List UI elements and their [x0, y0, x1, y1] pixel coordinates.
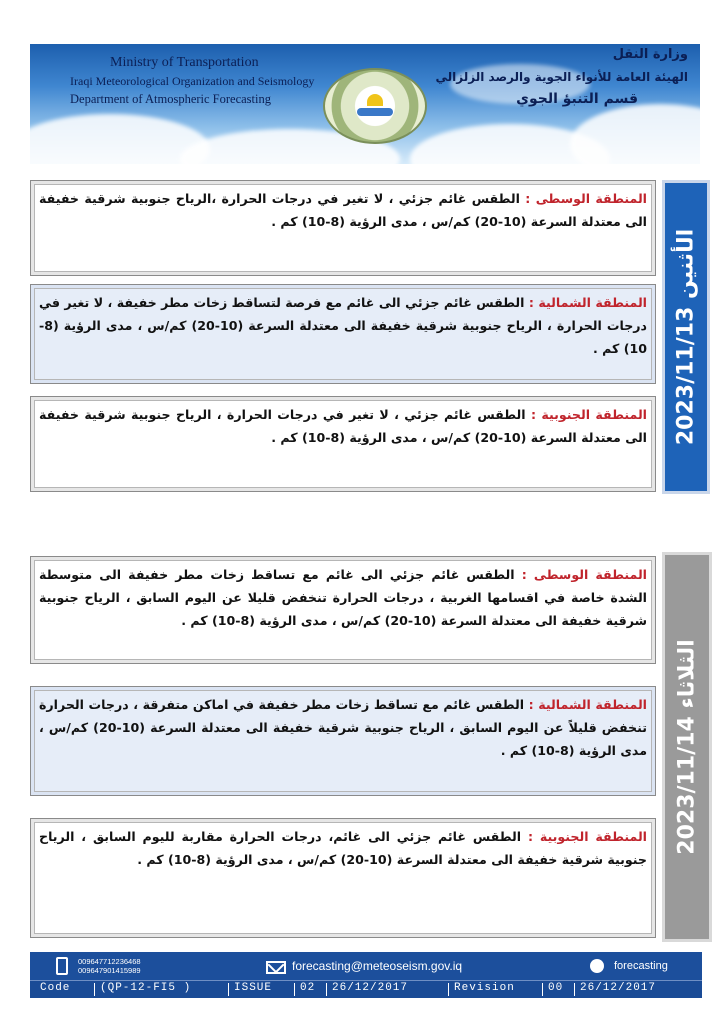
region-label: المنطقة الوسطى : — [525, 191, 647, 206]
phone-icon — [56, 957, 68, 975]
forecast-body: الطقس غائم مع تساقط زخات مطر خفيفة في اماكن متفرقة ، درجات الحرارة تنخفض قليلاً عن اليوم السابق ، الرياح جنوبية شرقية خفيفة الى معتدلة السرعة (10-20) كم/س ، مدى الرؤية (8-10) كم . — [39, 697, 647, 758]
date-bar-day1 — [662, 180, 710, 494]
issue-date: 26/12/2017 — [332, 982, 409, 994]
forecast-box-day1-central — [30, 180, 656, 276]
forecast-text — [39, 291, 647, 360]
issue-label: ISSUE — [234, 982, 273, 994]
skype-icon: S — [590, 959, 604, 973]
forecast-box-day2-central — [30, 556, 656, 664]
forecast-box-day2-north — [30, 686, 656, 796]
region-label: المنطقة الجنوبية : — [530, 407, 647, 422]
region-label: المنطقة الشمالية : — [528, 697, 647, 712]
header-english-text — [70, 54, 315, 108]
forecast-box-day1-south — [30, 396, 656, 492]
phone-numbers — [78, 957, 141, 975]
forecast-body: الطقس غائم جزئي الى غائم، درجات الحرارة مقاربة لليوم السابق ، الرياح جنوبية شرقية خفيفة الى معتدلة السرعة (10-20) كم/س ، مدى الرؤية (8-10) كم . — [39, 829, 647, 867]
forecast-body: الطقس غائم جزئي الى غائم مع فرصة لتساقط زخات مطر خفيفة ، لا تغير في درجات الحرارة ، الرياح جنوبية شرقية خفيفة الى معتدلة السرعة (10-20) كم/س ، مدى الرؤية (8-10) كم . — [39, 295, 647, 356]
forecast-text — [39, 403, 647, 449]
email-link[interactable]: forecasting@meteoseism.gov.iq — [292, 959, 463, 973]
region-label: المنطقة الشمالية : — [528, 295, 647, 310]
forecast-box-day2-south — [30, 818, 656, 938]
header-arabic-text — [435, 44, 688, 110]
revision-value: 00 — [548, 982, 564, 994]
organization-logo-icon — [323, 68, 427, 144]
revision-label: Revision — [454, 982, 515, 994]
forecast-body: الطقس غائم جزئي ، لا تغير في درجات الحرارة ،الرياح جنوبية شرقية خفيفة الى معتدلة السرعة (10-20) كم/س ، مدى الرؤية (8-10) كم . — [39, 191, 647, 229]
forecast-box-day1-north — [30, 284, 656, 384]
forecast-text — [39, 693, 647, 762]
region-label: المنطقة الوسطى : — [521, 567, 647, 582]
issue-value: 02 — [300, 982, 316, 994]
forecast-text — [39, 187, 647, 233]
phone-1: 009647712236468 — [78, 957, 141, 966]
date-label-day2: الثلاثاء 2023/11/14 — [674, 639, 700, 855]
date-bar-day2 — [662, 552, 712, 942]
department-ar: قسم التنبؤ الجوي — [516, 91, 638, 107]
ministry-en: Ministry of Transportation — [110, 55, 259, 70]
department-en: Department of Atmospheric Forecasting — [70, 92, 271, 106]
forecast-text — [39, 563, 647, 632]
organization-en: Iraqi Meteorological Organization and Seismology — [70, 74, 315, 88]
code-value: (QP-12-FI5 ) — [100, 982, 192, 994]
ministry-ar: وزارة النقل — [612, 47, 688, 62]
mail-icon — [266, 961, 286, 974]
footer-document-code-bar — [30, 980, 702, 998]
code-label: Code — [40, 982, 71, 994]
header-banner — [30, 44, 700, 164]
forecast-body: الطقس غائم جزئي ، لا تغير في درجات الحرارة ، الرياح جنوبية شرقية خفيفة الى معتدلة السرعة (10-20) كم/س ، مدى الرؤية (8-10) كم . — [39, 407, 647, 445]
date-label-day1: الأثنين 2023/11/13 — [673, 228, 699, 446]
forecast-text — [39, 825, 647, 871]
region-label: المنطقة الجنوبية : — [527, 829, 648, 844]
organization-ar: الهيئة العامة للأنواء الجوية والرصد الزلزالي — [435, 70, 688, 84]
skype-id: forecasting — [614, 960, 668, 972]
revision-date: 26/12/2017 — [580, 982, 657, 994]
phone-2: 009647901415989 — [78, 966, 141, 975]
forecast-body: الطقس غائم جزئي الى غائم مع تساقط زخات مطر خفيفة الى متوسطة الشدة خاصة في اقسامها الغربية ، درجات الحرارة تنخفض قليلا عن اليوم السابق ، الرياح جنوبية شرقية خفيفة الى معتدلة السرعة (10-20) كم/س ، مدى الرؤية (8-10) كم . — [39, 567, 647, 628]
footer-contact-bar — [30, 952, 702, 980]
